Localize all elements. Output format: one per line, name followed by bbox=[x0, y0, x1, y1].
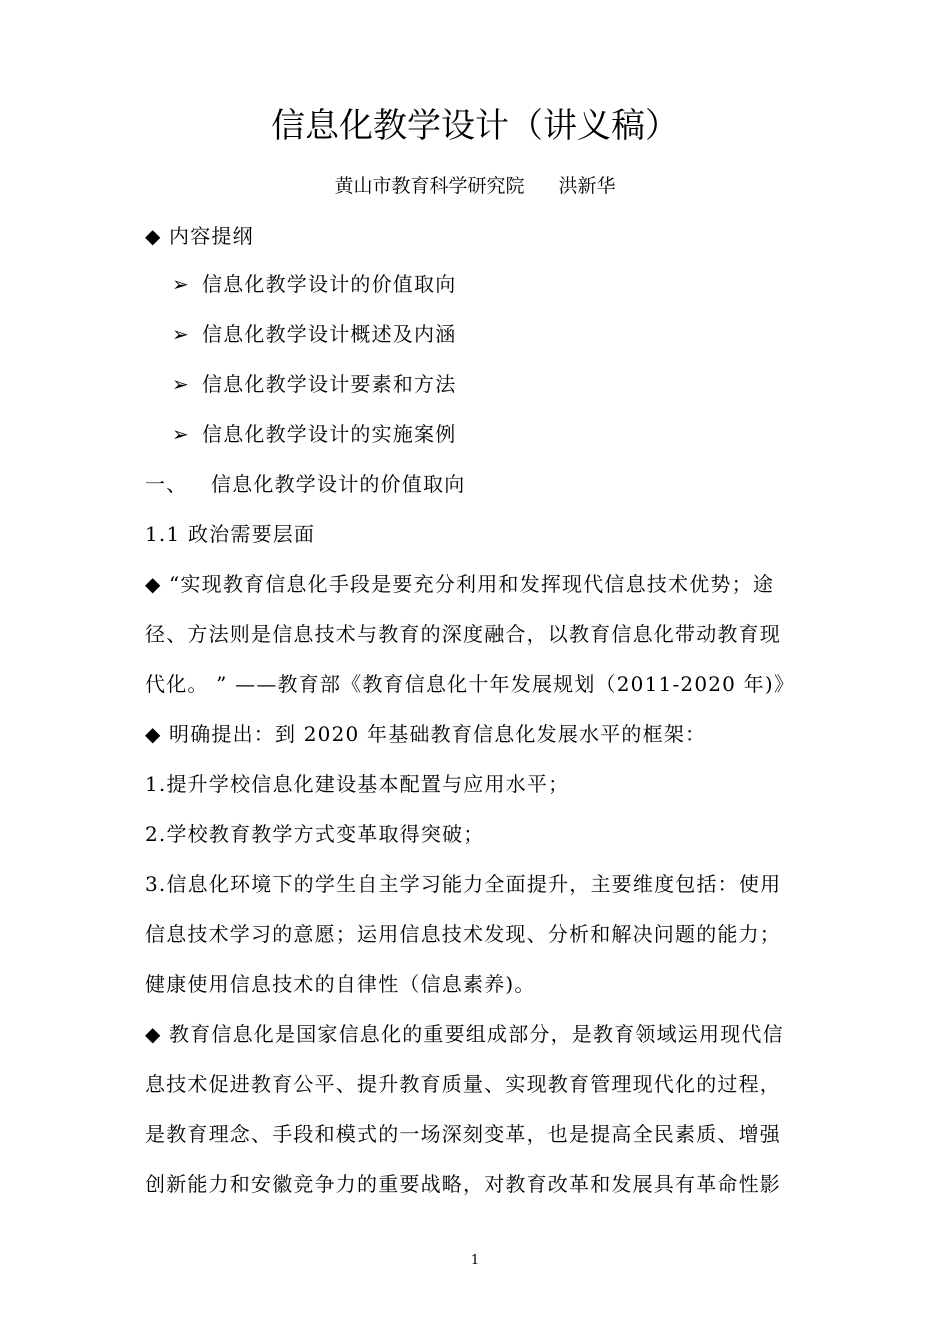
quote-line: 径、方法则是信息技术与教育的深度融合，以教育信息化带动教育现 bbox=[145, 622, 781, 646]
author-organization: 黄山市教育科学研究院 bbox=[334, 175, 525, 197]
closing-paragraph-line: 创新能力和安徽竞争力的重要战略，对教育改革和发展具有革命性影 bbox=[145, 1172, 781, 1196]
page-number: 1 bbox=[470, 1253, 480, 1268]
outline-item-text: 信息化教学设计要素和方法 bbox=[202, 372, 457, 396]
document-title: 信息化教学设计（讲义稿） bbox=[271, 106, 679, 146]
section-number: 一、 bbox=[145, 472, 188, 496]
goal-line: 健康使用信息技术的自律性（信息素养)。 bbox=[145, 972, 536, 996]
author-line bbox=[0, 172, 950, 200]
author-name: 洪新华 bbox=[558, 175, 616, 197]
section-heading bbox=[145, 470, 815, 498]
closing-paragraph-line bbox=[145, 1020, 815, 1048]
closing-paragraph-line: 息技术促进教育公平、提升教育质量、实现教育管理现代化的过程， bbox=[145, 1072, 781, 1096]
goal-line: 2.学校教育教学方式变革取得突破； bbox=[145, 822, 485, 846]
quote-text: “实现教育信息化手段是要充分利用和发挥现代信息技术优势；途 bbox=[169, 572, 775, 596]
outline-item bbox=[172, 420, 842, 448]
diamond-bullet-icon: ◆ bbox=[145, 722, 162, 746]
goal-line: 3.信息化环境下的学生自主学习能力全面提升，主要维度包括：使用 bbox=[145, 872, 782, 896]
arrow-bullet-icon: ➢ bbox=[172, 372, 190, 396]
outline-item-text: 信息化教学设计的价值取向 bbox=[202, 272, 457, 296]
quote-line bbox=[145, 570, 815, 598]
diamond-bullet-icon: ◆ bbox=[145, 1022, 162, 1046]
arrow-bullet-icon: ➢ bbox=[172, 422, 190, 446]
outline-item bbox=[172, 370, 842, 398]
arrow-bullet-icon: ➢ bbox=[172, 272, 190, 296]
diamond-bullet-icon: ◆ bbox=[145, 572, 162, 596]
outline-heading bbox=[145, 222, 815, 250]
outline-heading-text: 内容提纲 bbox=[169, 224, 254, 248]
subsection-heading: 1.1 政治需要层面 bbox=[145, 522, 316, 546]
diamond-bullet-icon: ◆ bbox=[145, 224, 162, 248]
goals-intro-text: 明确提出：到 2020 年基础教育信息化发展水平的框架： bbox=[169, 722, 707, 746]
outline-item-text: 信息化教学设计概述及内涵 bbox=[202, 322, 457, 346]
section-title: 信息化教学设计的价值取向 bbox=[211, 472, 466, 496]
outline-item bbox=[172, 270, 842, 298]
closing-paragraph-line: 是教育理念、手段和模式的一场深刻变革，也是提高全民素质、增强 bbox=[145, 1122, 781, 1146]
outline-item-text: 信息化教学设计的实施案例 bbox=[202, 422, 457, 446]
closing-text: 教育信息化是国家信息化的重要组成部分，是教育领域运用现代信 bbox=[169, 1022, 784, 1046]
outline-item bbox=[172, 320, 842, 348]
goal-line: 信息技术学习的意愿；运用信息技术发现、分析和解决问题的能力； bbox=[145, 922, 781, 946]
quote-line: 代化。 ” ——教育部《教育信息化十年发展规划（2011-2020 年)》 bbox=[145, 672, 796, 696]
arrow-bullet-icon: ➢ bbox=[172, 322, 190, 346]
goal-line: 1.提升学校信息化建设基本配置与应用水平； bbox=[145, 772, 570, 796]
goals-intro bbox=[145, 720, 815, 748]
